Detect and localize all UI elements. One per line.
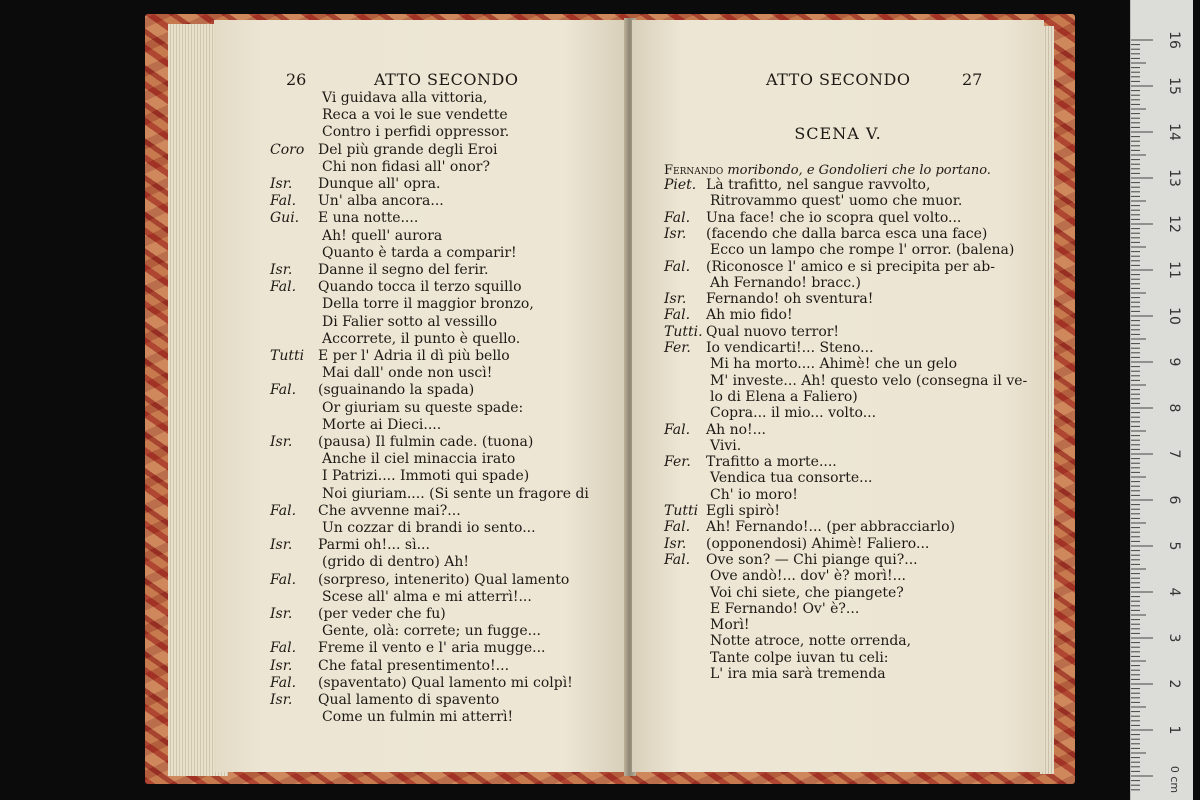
- verse-line: Ah Fernando! bracc.): [710, 274, 861, 291]
- ruler-number: 15: [1166, 77, 1182, 95]
- speaker-label: Fal.: [270, 382, 297, 399]
- verse-line: Tante colpe iuvan tu celi:: [710, 649, 889, 666]
- verse-line: Accorrete, il punto è quello.: [322, 330, 521, 347]
- speaker-label: Isr.: [270, 176, 293, 192]
- speaker-label: Fal.: [270, 502, 297, 519]
- verse-line: I Patrizi.... Immoti qui spade): [322, 468, 530, 485]
- verse-line: Gente, olà: correte; un fugge...: [322, 623, 541, 640]
- verse-line: E una notte....: [318, 210, 419, 227]
- ruler-number: 12: [1166, 215, 1182, 233]
- verse-line: M' investe... Ah! questo velo (consegna il ve-: [710, 372, 1028, 389]
- speaker-label: Isr.: [270, 692, 293, 708]
- verse-line: lo di Elena a Faliero): [710, 388, 858, 405]
- verse-line: Chi non fidasi all' onor?: [322, 158, 490, 175]
- speaker-label: Tutti: [664, 503, 699, 519]
- verse-line: Vi guidava alla vittoria,: [322, 90, 488, 106]
- ruler-number: 5: [1166, 541, 1182, 551]
- verse-line: Dunque all' opra.: [318, 176, 441, 192]
- verse-line: (per veder che fu): [318, 606, 446, 622]
- ruler-number: 9: [1166, 357, 1182, 367]
- speaker-label: Isr.: [270, 434, 293, 450]
- verse-line: Noi giuriam.... (Si sente un fragore di: [322, 485, 589, 502]
- verse-line: Del più grande degli Eroi: [318, 141, 498, 158]
- speaker-label: Fal.: [270, 674, 297, 691]
- ruler-number: 8: [1166, 403, 1182, 413]
- verse-line: Mai dall' onde non uscì!: [322, 365, 493, 382]
- speaker-label: Fal.: [664, 258, 691, 275]
- verse-line: Là trafitto, nel sangue ravvolto,: [706, 177, 931, 193]
- verse-line: Ah mio fido!: [706, 307, 793, 324]
- verse-line: Vendica tua consorte...: [710, 470, 873, 487]
- verse-line: Ah! quell' aurora: [322, 227, 443, 244]
- ruler-number: 3: [1166, 633, 1182, 643]
- scene-title: SCENA V.: [794, 124, 882, 143]
- verse-line: Reca a voi le sue vendette: [322, 107, 508, 124]
- verse-line: Notte atroce, notte orrenda,: [710, 633, 912, 650]
- speaker-label: Tutti: [270, 348, 305, 364]
- speaker-label: Fer.: [664, 454, 691, 471]
- speaker-label: Piet.: [664, 177, 697, 193]
- verse-line: Ch' io moro!: [710, 486, 798, 503]
- verse-line: Voi chi siete, che piangete?: [710, 584, 904, 601]
- ruler-unit-label: 0 cm: [1168, 765, 1182, 794]
- verse-line: Ove son? — Chi piange qui?...: [706, 551, 918, 568]
- speaker-label: Isr.: [664, 535, 687, 552]
- page-number-right: 27: [962, 70, 983, 89]
- verse-line: Che avvenne mai?...: [318, 502, 461, 519]
- verse-line: Mi ha morto.... Ahimè! che un gelo: [710, 356, 958, 373]
- right-page-text: [632, 20, 1044, 772]
- speaker-label: Isr.: [270, 262, 293, 278]
- measuring-ruler: [1130, 0, 1193, 800]
- ruler-number: 10: [1166, 307, 1182, 325]
- verse-line: (grido di dentro) Ah!: [322, 554, 469, 571]
- speaker-label: Fal.: [664, 551, 691, 568]
- verse-line: Come un fulmin mi atterrì!: [322, 709, 514, 726]
- speaker-label: Isr.: [664, 291, 687, 308]
- verse-line: Vivi.: [710, 437, 742, 454]
- verse-line: E per l' Adria il dì più bello: [318, 348, 510, 364]
- verse-line: Di Falier sotto al vessillo: [322, 313, 498, 330]
- verse-line: Fernando! oh sventura!: [706, 291, 874, 308]
- verse-line: Un cozzar di brandi io sento...: [322, 520, 536, 536]
- right-page: [632, 20, 1044, 772]
- ruler-number: 6: [1166, 495, 1182, 505]
- page-number-left: 26: [286, 70, 307, 89]
- speaker-label: Fal.: [664, 209, 691, 226]
- running-header-left: ATTO SECONDO: [374, 70, 519, 89]
- verse-line: Una face! che io scopra quel volto...: [706, 209, 962, 226]
- verse-line: Morì!: [710, 617, 750, 634]
- speaker-label: Fal.: [270, 571, 297, 588]
- speaker-label: Fal.: [664, 307, 691, 324]
- verse-line: Qual nuovo terror!: [706, 323, 840, 340]
- verse-line: Morte ai Dieci....: [322, 416, 442, 433]
- verse-line: Qual lamento di spavento: [318, 692, 500, 708]
- verse-line: (sguainando la spada): [318, 382, 475, 399]
- verse-line: Scese all' alma e mi atterrì!...: [322, 588, 532, 605]
- speaker-label: Tutti.: [664, 323, 703, 340]
- ruler-number: 14: [1166, 123, 1182, 141]
- speaker-label: Isr.: [270, 537, 293, 554]
- verse-line: (facendo che dalla barca esca una face): [706, 225, 988, 242]
- speaker-label: Gui.: [270, 210, 300, 227]
- speaker-label: Fal.: [270, 279, 297, 296]
- verse-line: Quanto è tarda a comparir!: [322, 244, 517, 261]
- verse-line: Che fatal presentimento!...: [318, 657, 510, 674]
- ruler-number: 16: [1166, 31, 1182, 49]
- ruler-ticks: [1131, 0, 1193, 800]
- stage-direction-text: moribondo, e Gondolieri che lo portano.: [727, 163, 991, 178]
- speaker-label: Fal.: [664, 421, 691, 438]
- ruler-number: 11: [1166, 261, 1182, 279]
- verse-line: Ove andò!... dov' è? morì!...: [710, 568, 906, 585]
- ruler-number: 7: [1166, 449, 1182, 459]
- verse-line: Ritrovammo quest' uomo che muor.: [710, 193, 963, 210]
- speaker-label: Isr.: [270, 657, 293, 674]
- running-header-right: ATTO SECONDO: [766, 70, 911, 89]
- speaker-label: Fal.: [270, 640, 297, 657]
- speaker-label: Fal.: [270, 193, 297, 210]
- verse-line: Ecco un lampo che rompe l' orror. (balena): [710, 242, 1015, 259]
- left-page-text: [214, 20, 626, 772]
- ruler-number: 2: [1166, 679, 1182, 689]
- verse-line: Copra... il mio... volto...: [710, 405, 877, 422]
- stage-direction-name: Fernando: [664, 163, 724, 178]
- speaker-label: Isr.: [664, 225, 687, 242]
- verse-line: (spaventato) Qual lamento mi colpì!: [318, 674, 573, 691]
- verse-line: Ah no!...: [706, 421, 766, 438]
- verse-line: Un' alba ancora...: [318, 193, 444, 210]
- verse-line: Ah! Fernando!... (per abbracciarlo): [706, 519, 956, 536]
- speaker-label: Fer.: [664, 340, 691, 356]
- verse-line: Io vendicarti!... Steno...: [706, 340, 874, 356]
- verse-line: (opponendosi) Ahimè! Faliero...: [706, 535, 930, 552]
- verse-line: Freme il vento e l' aria mugge...: [318, 640, 546, 657]
- verse-line: Egli spirò!: [706, 503, 780, 519]
- ruler-number: 13: [1166, 169, 1182, 187]
- verse-line: (Riconosce l' amico e si precipita per ab-: [706, 258, 995, 275]
- verse-line: Danne il segno del ferir.: [318, 262, 489, 278]
- ruler-number: 4: [1166, 587, 1182, 597]
- speaker-label: Coro: [270, 141, 305, 158]
- verse-line: Parmi oh!... sì...: [318, 537, 430, 554]
- speaker-label: Isr.: [270, 606, 293, 622]
- verse-line: Anche il ciel minaccia irato: [322, 451, 516, 468]
- ruler-number: 1: [1166, 725, 1182, 735]
- verse-line: L' ira mia sarà tremenda: [710, 666, 886, 682]
- verse-line: Or giuriam su queste spade:: [322, 399, 524, 416]
- verse-line: E Fernando! Ov' è?...: [710, 600, 860, 617]
- verse-line: (sorpreso, intenerito) Qual lamento: [318, 571, 570, 588]
- left-page: [214, 20, 626, 772]
- verse-line: Quando tocca il terzo squillo: [318, 279, 522, 296]
- verse-line: Della torre il maggior bronzo,: [322, 296, 534, 313]
- verse-line: Contro i perfidi oppressor.: [322, 124, 510, 141]
- speaker-label: Fal.: [664, 519, 691, 536]
- verse-line: (pausa) Il fulmin cade. (tuona): [318, 434, 534, 450]
- verse-line: Trafitto a morte....: [706, 454, 837, 471]
